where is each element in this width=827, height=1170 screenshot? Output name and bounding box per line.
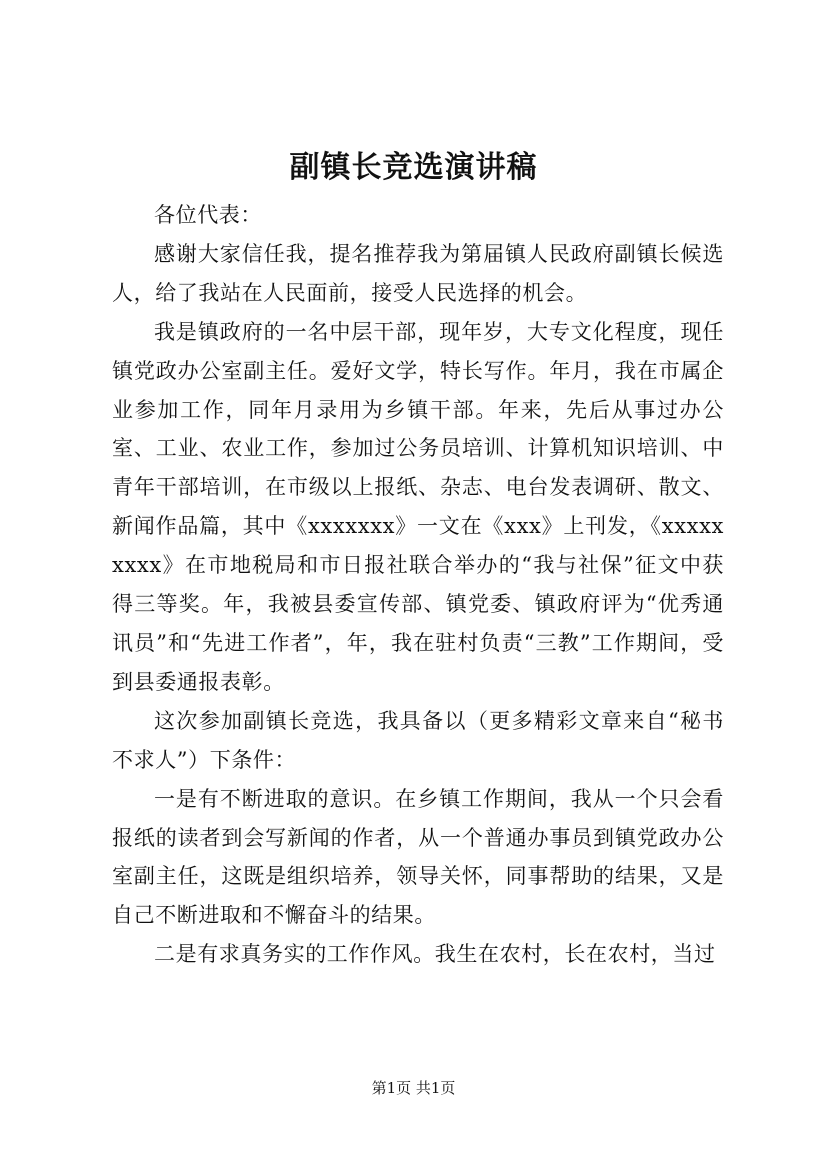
- background-paragraph: 我是镇政府的一名中层干部，现年岁，大专文化程度，现任镇党政办公室副主任。爱好文学，特长写作。年月，我在市属企业参加工作，同年月录用为乡镇干部。年来，先后从事过办公室、工业、农业工作，参加过公务员培训、计算机知识培训、中青年干部培训，在市级以上报纸、杂志、电台发表调研、散文、新闻作品篇，其中《xxxxxxx》一文在《xxx》上刊发，《xxxxxxxxx》在市地税局和市日报社联合举办的“我与社保”征文中获得三等奖。年，我被县委宣传部、镇党委、镇政府评为“优秀通讯员”和“先进工作者”，年，我在驻村负责“三教”工作期间，受到县委通报表彰。: [112, 319, 724, 694]
- conditions-intro-paragraph: 这次参加副镇长竞选，我具备以（更多精彩文章来自“秘书不求人”）下条件：: [112, 708, 724, 772]
- document-title: 副镇长竞选演讲稿: [289, 150, 538, 185]
- page-footer: 第1页 共1页: [371, 1079, 456, 1097]
- document-body: [112, 196, 724, 974]
- thanks-paragraph: 感谢大家信任我，提名推荐我为第届镇人民政府副镇长候选人，给了我站在人民面前，接受人民选择的机会。: [112, 241, 724, 305]
- condition-one-paragraph: 一是有不断进取的意识。在乡镇工作期间，我从一个只会看报纸的读者到会写新闻的作者，从一个普通办事员到镇党政办公室副主任，这既是组织培养，领导关怀，同事帮助的结果，又是自己不断进取和不懈奋斗的结果。: [112, 786, 724, 928]
- salutation-paragraph: 各位代表：: [154, 203, 262, 227]
- condition-two-paragraph: 二是有求真务实的工作作风。我生在农村，长在农村，当过: [154, 942, 716, 967]
